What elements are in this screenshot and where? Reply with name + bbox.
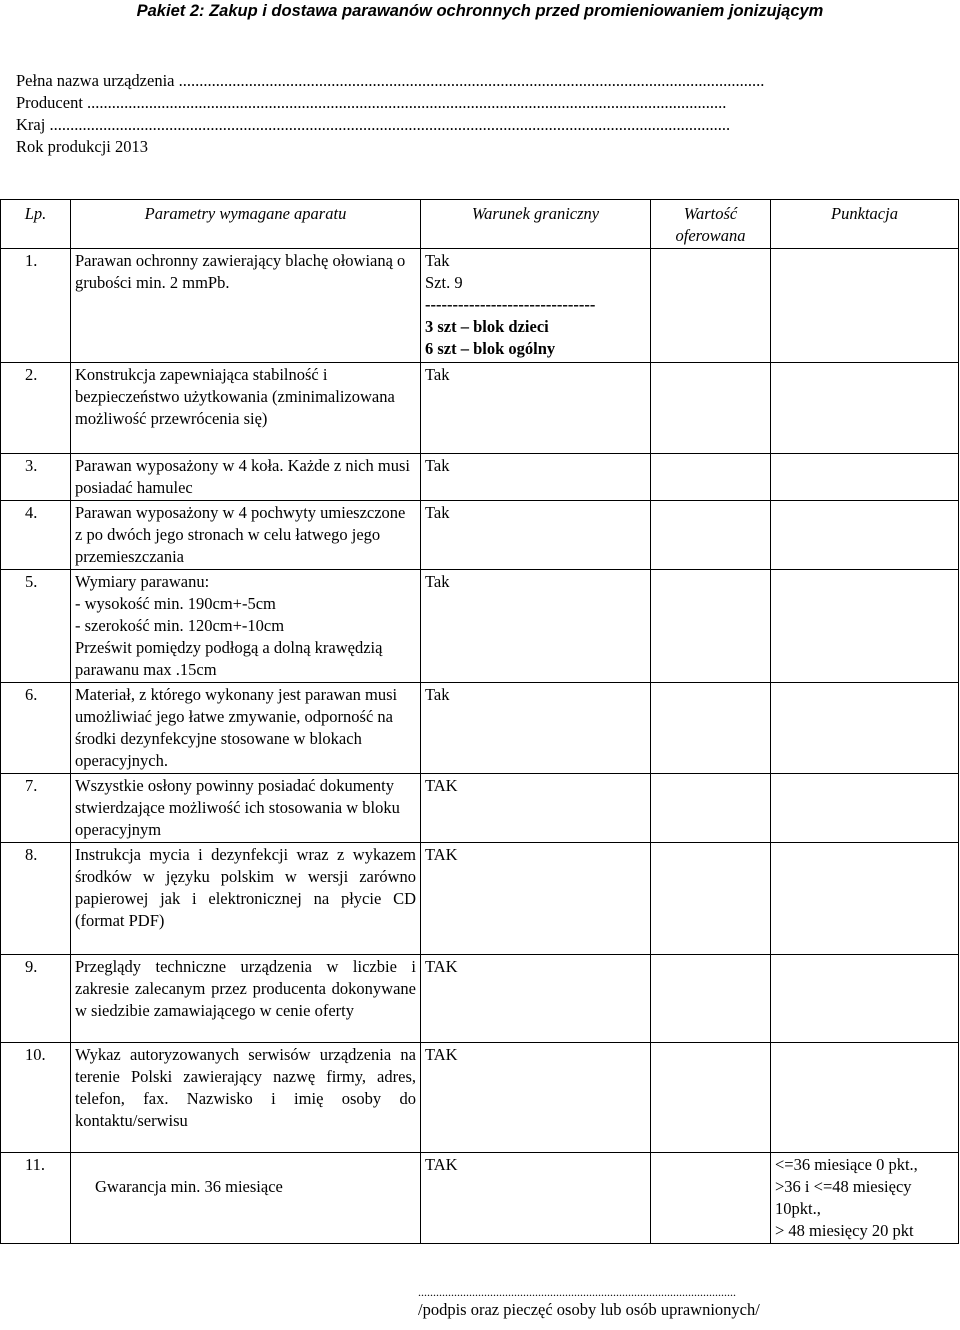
condition-line: 6 szt – blok ogólny xyxy=(425,339,556,358)
param-line: - wysokość min. 190cm+-5cm xyxy=(75,594,276,613)
country-line: Kraj ..................................................................................................................................................................... xyxy=(16,115,731,134)
row-param: Instrukcja mycia i dezynfekcji wraz z wykazem środków w języku polskim w wersji zarówno papierowej jak i elektronicznej na płycie CD (format PDF) xyxy=(71,843,421,955)
row-offered-value xyxy=(651,1043,771,1153)
row-lp: 2. xyxy=(1,363,71,454)
page-title: Pakiet 2: Zakup i dostawa parawanów ochronnych przed promieniowaniem jonizującym xyxy=(136,2,824,20)
row-condition: Tak xyxy=(421,454,651,501)
row-offered-value xyxy=(651,1153,771,1244)
row-score xyxy=(771,683,959,774)
row-param: Parawan ochronny zawierający blachę ołowianą o grubości min. 2 mmPb. xyxy=(71,249,421,363)
device-name-line: Pełna nazwa urządzenia .............................................................................................................................................. xyxy=(16,71,765,90)
row-param: Parawan wyposażony w 4 pochwyty umieszczone z po dwóch jego stronach w celu łatwego jego przemieszczania xyxy=(71,501,421,570)
row-lp: 6. xyxy=(1,683,71,774)
row-param xyxy=(71,1153,421,1244)
row-condition: TAK xyxy=(421,955,651,1043)
row-offered-value xyxy=(651,249,771,363)
row-score xyxy=(771,774,959,843)
row-condition: TAK xyxy=(421,1043,651,1153)
row-param: Materiał, z którego wykonany jest parawan musi umożliwiać jego łatwe zmywanie, odporność na środki dezynfekcyjne stosowane w blokach operacyjnych. xyxy=(71,683,421,774)
score-line: >36 i <=48 miesięcy 10pkt., xyxy=(775,1177,912,1218)
row-lp: 3. xyxy=(1,454,71,501)
row-offered-value xyxy=(651,570,771,683)
row-offered-value xyxy=(651,363,771,454)
row-lp: 8. xyxy=(1,843,71,955)
row-score xyxy=(771,363,959,454)
row-lp: 7. xyxy=(1,774,71,843)
row-param: Wykaz autoryzowanych serwisów urządzenia na terenie Polski zawierający nazwę firmy, adres, telefon, fax. Nazwisko i imię osoby do kontaktu/serwisu xyxy=(71,1043,421,1153)
table-row xyxy=(1,955,959,1043)
table-row xyxy=(1,570,959,683)
row-param: Przeglądy techniczne urządzenia w liczbie i zakresie zalecanym przez producenta dokonywane w siedzibie zamawiającego w cenie oferty xyxy=(71,955,421,1043)
row-score xyxy=(771,501,959,570)
device-info xyxy=(16,70,906,158)
row-score xyxy=(771,955,959,1043)
row-offered-value xyxy=(651,843,771,955)
table-row xyxy=(1,501,959,570)
table-row xyxy=(1,1153,959,1244)
row-condition: Tak xyxy=(421,501,651,570)
row-condition: TAK xyxy=(421,843,651,955)
row-lp: 10. xyxy=(1,1043,71,1153)
production-year-line: Rok produkcji 2013 xyxy=(16,137,148,156)
row-lp: 1. xyxy=(1,249,71,363)
table-row xyxy=(1,363,959,454)
table-row xyxy=(1,774,959,843)
row-lp: 11. xyxy=(1,1153,71,1244)
row-condition: TAK xyxy=(421,774,651,843)
row-condition: Tak xyxy=(421,570,651,683)
header-params: Parametry wymagane aparatu xyxy=(71,200,421,249)
condition-dashes: ------------------------------- xyxy=(425,295,596,314)
param-line: Prześwit pomiędzy podłogą a dolną krawędzią parawanu max .15cm xyxy=(75,638,383,679)
row-condition: TAK xyxy=(421,1153,651,1244)
row-offered-value xyxy=(651,955,771,1043)
warranty-text: Gwarancja min. 36 miesiące xyxy=(95,1177,283,1196)
header-lp: Lp. xyxy=(1,200,71,249)
param-line: Wymiary parawanu: xyxy=(75,572,210,591)
row-lp: 9. xyxy=(1,955,71,1043)
table-header-row xyxy=(1,200,959,249)
signature-block xyxy=(418,1285,838,1321)
table-row xyxy=(1,683,959,774)
row-offered-value xyxy=(651,454,771,501)
param-line: - szerokość min. 120cm+-10cm xyxy=(75,616,285,635)
header-score: Punktacja xyxy=(771,200,959,249)
row-lp: 5. xyxy=(1,570,71,683)
row-param: Wszystkie osłony powinny posiadać dokumenty stwierdzające możliwość ich stosowania w bloku operacyjnym xyxy=(71,774,421,843)
row-param: Parawan wyposażony w 4 koła. Każde z nich musi posiadać hamulec xyxy=(71,454,421,501)
row-offered-value xyxy=(651,774,771,843)
table-row xyxy=(1,249,959,363)
row-score xyxy=(771,843,959,955)
row-score xyxy=(771,1043,959,1153)
condition-line: 3 szt – blok dzieci xyxy=(425,317,549,336)
row-score xyxy=(771,454,959,501)
row-condition xyxy=(421,249,651,363)
condition-line: Tak xyxy=(425,251,450,270)
signature-dots: .......................................................................................................... xyxy=(418,1285,736,1299)
producer-line: Producent ........................................................................................................................................................... xyxy=(16,93,727,112)
row-param: Konstrukcja zapewniająca stabilność i bezpieczeństwo użytkowania (zminimalizowana możliwość przewrócenia się) xyxy=(71,363,421,454)
score-line: > 48 miesięcy 20 pkt xyxy=(775,1221,914,1240)
row-offered-value xyxy=(651,501,771,570)
signature-label: /podpis oraz pieczęć osoby lub osób uprawnionych/ xyxy=(418,1300,760,1319)
row-condition: Tak xyxy=(421,683,651,774)
table-row xyxy=(1,843,959,955)
header-condition: Warunek graniczny xyxy=(421,200,651,249)
row-condition: Tak xyxy=(421,363,651,454)
score-line: <=36 miesiące 0 pkt., xyxy=(775,1155,918,1174)
row-score xyxy=(771,1153,959,1244)
table-row xyxy=(1,1043,959,1153)
header-offered: Wartość oferowana xyxy=(651,200,771,249)
row-score xyxy=(771,570,959,683)
row-lp: 4. xyxy=(1,501,71,570)
specification-table xyxy=(0,199,959,1244)
row-score xyxy=(771,249,959,363)
row-param xyxy=(71,570,421,683)
condition-line: Szt. 9 xyxy=(425,273,463,292)
table-row xyxy=(1,454,959,501)
row-offered-value xyxy=(651,683,771,774)
